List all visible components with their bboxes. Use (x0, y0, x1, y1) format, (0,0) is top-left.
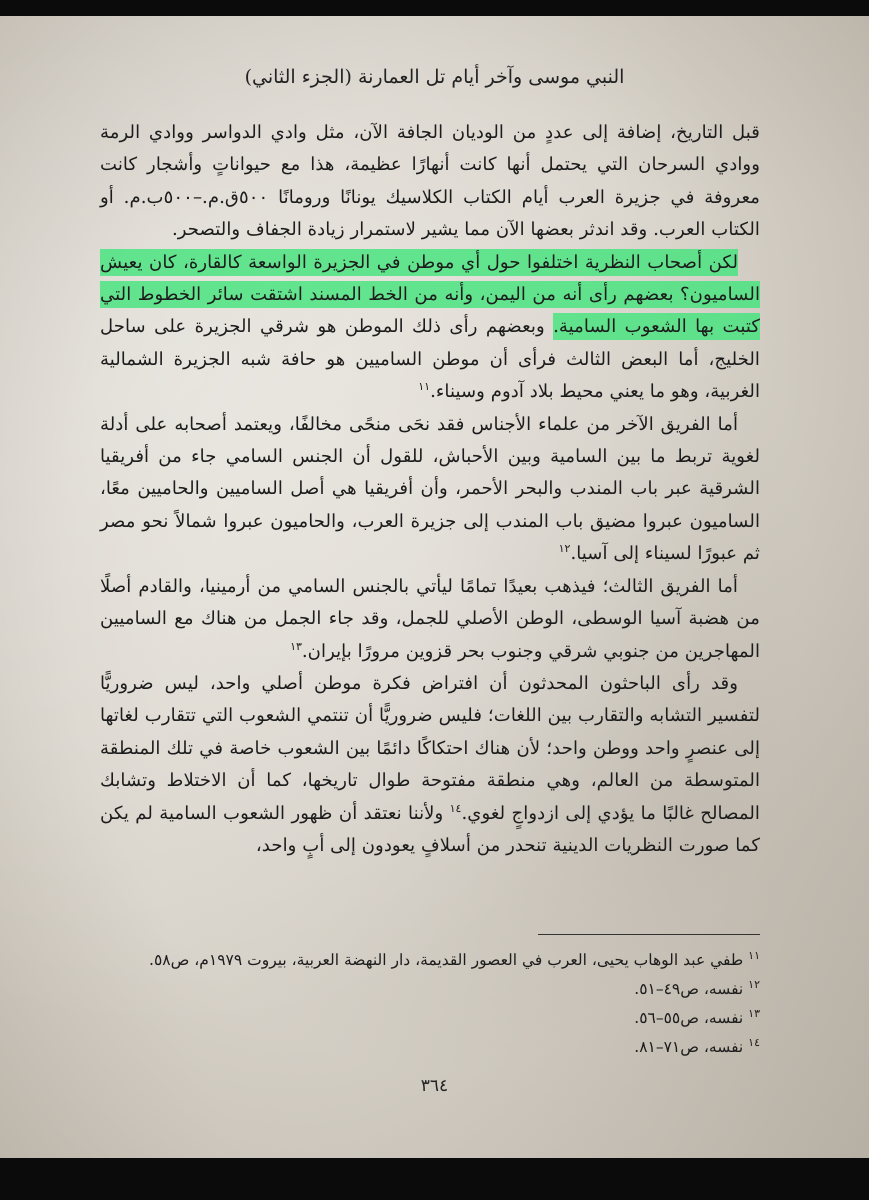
footnote-text: نفسه، ص٧١–٨١. (634, 1038, 744, 1056)
paragraph-4 (100, 571, 760, 668)
footnote-ref[interactable]: ١٢ (558, 542, 571, 556)
footnote-number: ١٤ (748, 1035, 760, 1049)
footnote-ref[interactable]: ١٣ (290, 639, 302, 653)
highlighted-passage[interactable]: لكن أصحاب النظرية اختلفوا حول أي موطن في الجزيرة الواسعة كالقارة، كان يعيش الساميون؟ بعضهم رأى أنه من اليمن، وأنه من الخط المسند اشتقت سائر الخطوط التي كتبت بها الشعوب السامية. (100, 249, 760, 341)
paragraph-text: وقد رأى الباحثون المحدثون أن افتراض فكرة موطن أصلي واحد، ليس ضروريًّا لتفسير التشابه والتقارب بين اللغات؛ فليس ضروريًّا أن تنتمي الشعوب التي تتقارب لغاتها إلى عنصرٍ واحد ووطن واحد؛ لأن هناك احتكاكًا دائمًا بين الشعوب خاصة في تلك المنطقة المتوسطة من العالم، وهي منطقة مفتوحة طوال تاريخها، كما أن الاختلاط وتشابك المصالح غالبًا ما يؤدي إلى ازدواجٍ لغوي. (100, 672, 760, 824)
footnote-text: نفسه، ص٥٥–٥٦. (634, 1009, 744, 1027)
paragraph-text: أما الفريق الثالث؛ فيذهب بعيدًا تمامًا ليأتي بالجنس السامي من أرمينيا، والقادم أصلًا من هضبة آسيا الوسطى، الوطن الأصلي للجمل، وقد جاء الجمل من هناك مع الساميين المهاجرين من جنوبي شرقي وجنوب بحر قزوين مرورًا بإيران. (100, 575, 760, 662)
paragraph-text: ولأننا نعتقد أن ظهور الشعوب السامية لم يكن كما صورت النظريات الدينية تنحدر من أسلافٍ يعودون إلى أبٍ واحد، (100, 802, 760, 856)
body-text (100, 117, 760, 862)
footnote-item (100, 946, 760, 975)
footnote-ref[interactable]: ١٤ (449, 801, 462, 815)
paragraph-5 (100, 668, 760, 862)
paragraph-3 (100, 409, 760, 571)
footnote-ref[interactable]: ١١ (418, 380, 431, 394)
page-number: ٣٦٤ (420, 1076, 449, 1096)
paragraph-text: أما الفريق الآخر من علماء الأجناس فقد نحَى منحًى مخالفًا، ويعتمد أصحابه على أدلة لغوية تربط ما بين السامية وبين الأحباش، للقول أن الجنس السامي جاء من أفريقيا الشرقية عبر باب المندب والبحر الأحمر، وأن أفريقيا هي أصل الساميين والحاميين معًا، الساميون عبروا مضيق باب المندب إلى جزيرة العرب، والحاميون عبروا شمالاً نحو مصر ثم عبورًا لسيناء إلى آسيا. (100, 413, 760, 565)
running-header: النبي موسى وآخر أيام تل العمارنة (الجزء الثاني) (244, 66, 625, 88)
bottom-screen-bar (0, 1158, 869, 1200)
top-screen-bar (0, 0, 869, 16)
footnote-number: ١٣ (748, 1006, 760, 1020)
footnote-number: ١٢ (748, 977, 760, 991)
footnote-item (100, 975, 760, 1004)
footnote-item (100, 1033, 760, 1062)
paragraph-1 (100, 117, 760, 247)
footnote-divider (538, 934, 760, 935)
footnote-number: ١١ (748, 948, 760, 962)
paragraph-text: قبل التاريخ، إضافة إلى عددٍ من الوديان الجافة الآن، مثل وادي الدواسر ووادي الرمة ووادي السرحان التي يحتمل أنها كانت أنهارًا عظيمة، هذا مع حيواناتٍ وأشجار كانت معروفة في جزيرة العرب أيام الكتاب الكلاسيك يونانًا ورومانًا ٥٠٠ق.م.–٥٠٠ب.م. أو الكتاب العرب. وقد اندثر بعضها الآن مما يشير لاستمرار زيادة الجفاف والتصحر. (100, 122, 761, 241)
footnote-text: طفي عبد الوهاب يحيى، العرب في العصور القديمة، دار النهضة العربية، بيروت ١٩٧٩م، ص٥٨. (149, 951, 744, 969)
footnotes (100, 946, 760, 1062)
paragraph-text: وبعضهم رأى ذلك الموطن هو شرقي الجزيرة على ساحل الخليج، أما البعض الثالث فرأى أن موطن الساميين هو حافة شبه الجزيرة الشمالية الغربية، وهو ما يعني محيط بلاد آدوم وسيناء. (100, 316, 760, 403)
footnote-text: نفسه، ص٤٩–٥١. (634, 980, 744, 998)
book-page (0, 16, 869, 1158)
paragraph-2 (100, 247, 760, 409)
footnote-item (100, 1004, 760, 1033)
